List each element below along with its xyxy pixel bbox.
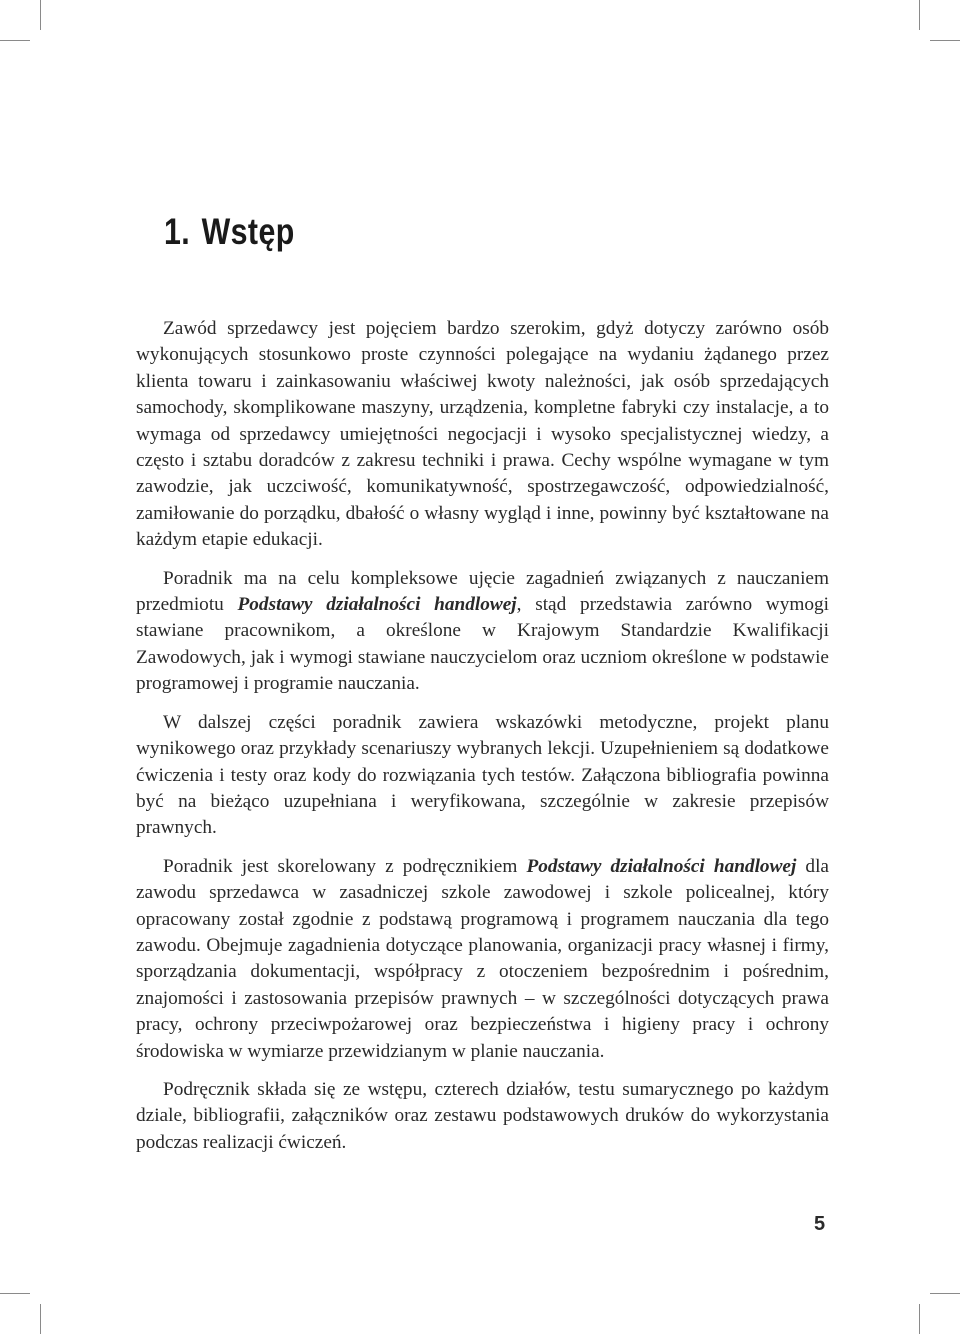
page-number: 5 — [814, 1213, 826, 1235]
chapter-title-text: Wstęp — [201, 211, 295, 252]
paragraph-3 — [136, 710, 829, 842]
chapter-title — [164, 206, 295, 258]
paragraph-text: Zawód sprzedawcy jest pojęciem bardzo szerokim, gdyż dotyczy zarówno osób wykonujących stosunkowo proste czynności polegające na wydaniu żądanego przez klienta towaru i zainkasowaniu właściwej kwoty należności, jak osób sprzedających samochody, skomplikowane maszyny, urządzenia, kompletne fabryki czy instalacje, a to wymaga od sprzedawcy umiejętności negocjacji i wysoko specjalistycznej wiedzy, a często i sztabu doradców z zakresu techniki i prawa. Cechy wspólne wymagane w tym zawodzie, jak uczciwość, komunikatywność, spostrzegawczość, odpowiedzialność, zamiłowanie do porządku, dbałość o własny wygląd i inne, powinny być kształtowane na każdym etapie edukacji. — [136, 318, 829, 551]
crop-mark-top-left-vertical — [40, 0, 41, 30]
subject-title-emphasis: Podstawy działalności handlowej — [237, 594, 517, 616]
crop-mark-bottom-right-vertical — [919, 1304, 920, 1334]
textbook-title-emphasis: Podstawy działalności handlowej — [526, 855, 797, 877]
paragraph-5 — [136, 1077, 829, 1156]
crop-mark-bottom-left-vertical — [40, 1304, 41, 1334]
paragraph-text: dla zawodu sprzedawca w zasadniczej szkole zawodowej i szkole policealnej, który opracowany został zgodnie z podstawą programową i programem nauczania dla tego zawodu. Obejmuje zagadnienia dotyczące planowania, organizacji pracy własnej i firmy, sporządzania dokumentacji, współpracy z otoczeniem bezpośrednim i pośrednim, znajomości i zastosowania przepisów prawnych – w szczególności dotyczących prawa pracy, ochrony przeciwpożarowej oraz bezpieczeństwa i higieny pracy i ochrony środowiska w wymiarze przewidzianym w planie nauczania. — [136, 855, 829, 1062]
paragraph-text: Podręcznik składa się ze wstępu, czterech działów, testu sumarycznego po każdym dziale, bibliografii, załączników oraz zestawu podstawowych druków do wykorzystania podczas realizacji ćwiczeń. — [136, 1078, 829, 1153]
crop-mark-bottom-right-horizontal — [930, 1293, 960, 1294]
paragraph-2 — [136, 566, 829, 698]
crop-mark-bottom-left-horizontal — [0, 1293, 30, 1294]
paragraph-text: W dalszej części poradnik zawiera wskazówki metodyczne, projekt planu wynikowego oraz przykłady scenariuszy wybranych lekcji. Uzupełnieniem są dodatkowe ćwiczenia i testy oraz kody do rozwiązania tych testów. Załączona bibliografia powinna być na bieżąco uzupełniana i weryfikowana, szczególnie w zakresie przepisów prawnych. — [136, 711, 829, 839]
paragraph-4 — [136, 854, 829, 1065]
paragraph-text: Poradnik jest skorelowany z podręcznikiem — [163, 855, 527, 877]
body-text — [136, 316, 829, 1156]
paragraph-1 — [136, 316, 829, 554]
chapter-number: 1. — [164, 211, 191, 252]
paragraph-text: , stąd przedstawia zarówno wymogi stawiane pracownikom, a określone w Krajowym Standardzie Kwalifikacji Zawodowych, jak i wymogi stawiane nauczycielom oraz uczniom określone w podstawie programowej i programie nauczania. — [136, 594, 829, 695]
crop-mark-top-right-vertical — [919, 0, 920, 30]
paragraph-text: Poradnik ma na celu kompleksowe ujęcie zagadnień związanych z nauczaniem przedmiotu — [136, 567, 829, 616]
crop-mark-top-right-horizontal — [930, 40, 960, 41]
crop-mark-top-left-horizontal — [0, 40, 30, 41]
